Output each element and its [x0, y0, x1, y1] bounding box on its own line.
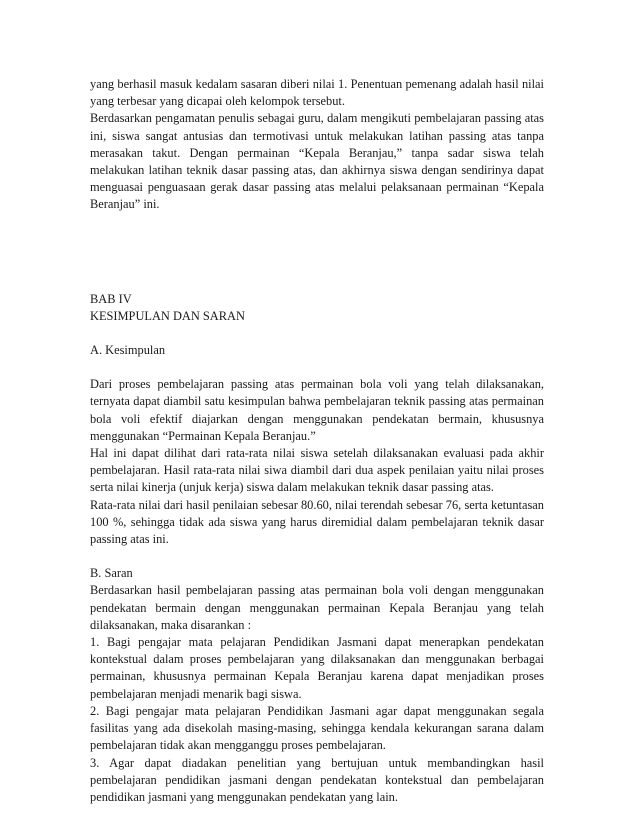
- list-item: 2. Bagi pengajar mata pelajaran Pendidikan Jasmani agar dapat menggunakan segala fasilitas yang ada disekolah masing-masing, sehingga kendala kekurangan sarana dalam pembelajaran tidak akan mengganggu proses pembelajaran.: [90, 703, 544, 753]
- spacer: [90, 214, 544, 291]
- paragraph: Dari proses pembelajaran passing atas permainan bola voli yang telah dilaksanakan, ternyata dapat diambil satu kesimpulan bahwa pembelajaran teknik passing atas permainan bola voli efektif diajarkan dengan menggunakan pendekatan bermain, khususnya menggunakan “Permainan Kepala Beranjau.”: [90, 377, 544, 443]
- document-page: [90, 76, 544, 806]
- spacer: [90, 359, 544, 376]
- paragraph: Berdasarkan hasil pembelajaran passing atas permainan bola voli dengan menggunakan pendekatan bermain dengan menggunakan permainan Kepala Beranjau yang telah dilaksanakan, maka disarankan :: [90, 583, 544, 632]
- paragraph: Hal ini dapat dilihat dari rata-rata nilai siswa setelah dilaksanakan evaluasi pada akhir pembelajaran. Hasil rata-rata nilai siwa diambil dari dua aspek penilaian yaitu nilai proses serta nilai kinerja (unjuk kerja) siswa dalam melakukan teknik dasar passing atas.: [90, 446, 544, 495]
- paragraph: yang berhasil masuk kedalam sasaran diberi nilai 1. Penentuan pemenang adalah hasil nilai yang terbesar yang dicapai oleh kelompok tersebut.: [90, 77, 544, 109]
- chapter-title: KESIMPULAN DAN SARAN: [90, 308, 245, 323]
- spacer: [90, 548, 544, 565]
- chapter-number: BAB IV: [90, 291, 132, 306]
- section-heading-saran: B. Saran: [90, 566, 133, 581]
- paragraph: Berdasarkan pengamatan penulis sebagai guru, dalam mengikuti pembelajaran passing atas ini, siswa sangat antusias dan termotivasi untuk melakukan latihan passing atas tanpa merasakan takut. Dengan permainan “Kepala Beranjau,” tanpa sadar siswa telah melakukan latihan teknik dasar passing atas, dan akhirnya siswa dengan sendirinya dapat menguasai penguasaan gerak dasar passing atas melalui pelaksanaan permainan “Kepala Beranjau” ini.: [90, 111, 544, 212]
- list-item: 1. Bagi pengajar mata pelajaran Pendidikan Jasmani dapat menerapkan pendekatan kontekstual dalam proses pembelajaran yang dilaksanakan dan menggunakan berbagai permainan, khususnya permainan Kepala Beranjau karena dapat menjadikan proses pembelajaran menjadi menarik bagi siswa.: [90, 635, 544, 701]
- paragraph: Rata-rata nilai dari hasil penilaian sebesar 80.60, nilai terendah sebesar 76, serta ketuntasan 100 %, sehingga tidak ada siswa yang harus diremidial dalam pembelajaran teknik dasar passing atas ini.: [90, 497, 544, 547]
- spacer: [90, 325, 544, 342]
- list-item: 3. Agar dapat diadakan penelitian yang bertujuan untuk membandingkan hasil pembelajaran pendidikan jasmani dengan pendekatan kontekstual dan pembelajaran pendidikan jasmani yang menggunakan pendekatan yang lain.: [90, 755, 544, 804]
- section-heading-kesimpulan: A. Kesimpulan: [90, 343, 166, 358]
